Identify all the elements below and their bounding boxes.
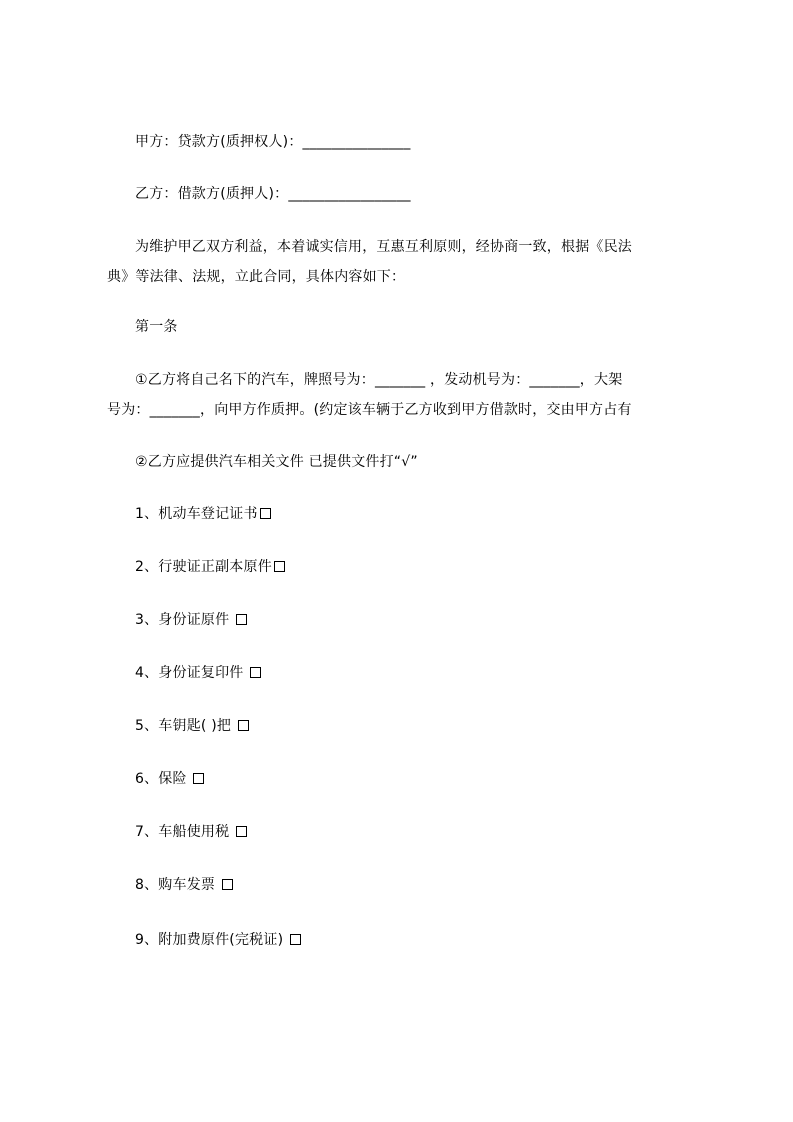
party-a-line: 甲方：贷款方(质押权人)：_______________ <box>135 134 411 150</box>
document-item-label: 2、行驶证正副本原件 <box>135 559 272 575</box>
checkbox[interactable] <box>222 879 233 890</box>
document-item-label: 9、附加费原件(完税证) <box>135 932 288 948</box>
document-item-9 <box>135 931 301 949</box>
document-item-label: 4、身份证复印件 <box>135 665 249 681</box>
checkbox[interactable] <box>250 667 261 678</box>
document-item-label: 6、保险 <box>135 771 192 787</box>
document-item-label: 1、机动车登记证书 <box>135 506 258 522</box>
document-item-label: 5、车钥匙( )把 <box>135 718 236 734</box>
article-title: 第一条 <box>135 319 178 335</box>
checkbox[interactable] <box>238 720 249 731</box>
document-item-6 <box>135 770 204 788</box>
checkbox[interactable] <box>290 934 301 945</box>
preamble-line-1: 为维护甲乙双方利益，本着诚实信用，互惠互利原则，经协商一致，根据《民法 <box>135 239 632 255</box>
checkbox[interactable] <box>193 773 204 784</box>
document-item-3 <box>135 611 247 629</box>
clause-1-line-1: ①乙方将自己名下的汽车，牌照号为：_______ ，发动机号为：_______，大架 <box>135 372 623 388</box>
checkbox[interactable] <box>236 614 247 625</box>
document-item-4 <box>135 664 261 682</box>
document-item-1 <box>135 505 271 523</box>
checkbox[interactable] <box>274 561 285 572</box>
document-item-2 <box>135 558 285 576</box>
document-item-label: 8、购车发票 <box>135 877 220 893</box>
document-item-label: 3、身份证原件 <box>135 612 234 628</box>
document-item-7 <box>135 823 247 841</box>
checkbox[interactable] <box>236 826 247 837</box>
clause-1-line-2: 号为：_______，向甲方作质押。(约定该车辆于乙方收到甲方借款时，交由甲方占有 <box>107 402 632 418</box>
document-item-5 <box>135 717 249 735</box>
party-b-line: 乙方：借款方(质押人)：_________________ <box>135 186 411 202</box>
document-item-8 <box>135 876 233 894</box>
clause-2-line: ②乙方应提供汽车相关文件 已提供文件打“√” <box>135 454 418 470</box>
checkbox[interactable] <box>260 508 271 519</box>
document-item-label: 7、车船使用税 <box>135 824 234 840</box>
preamble-line-2: 典》等法律、法规，立此合同，具体内容如下： <box>107 269 406 285</box>
